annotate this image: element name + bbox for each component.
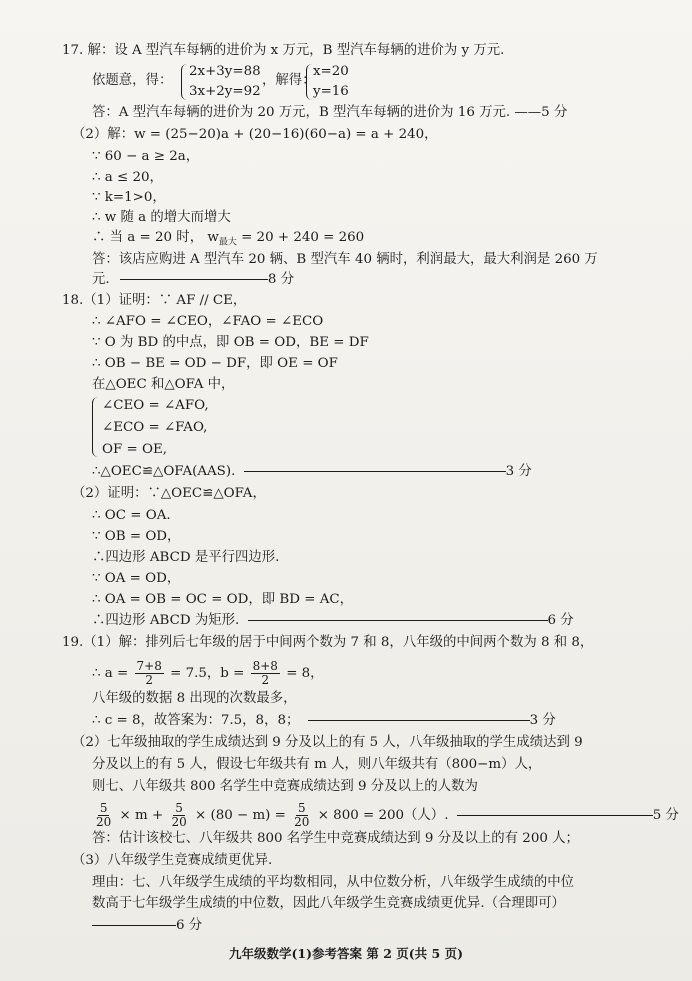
q18-rectangle-text: ∴四边形 ABCD 为矩形. [92,613,240,628]
q17-part2-line: （2）解：w = (25−20)a + (20−16)(60−a) = a + 240， [72,127,438,142]
q17-part2-max [92,229,364,252]
q19-score-3: 6 分 [176,918,203,933]
q17-part2-increase: ∴ w 随 a 的增大而增大 [92,210,231,225]
q19-fraction-e: $\frac{5}{20}$ [294,801,310,829]
q17-equation-2: 3x+2y=92 [189,84,261,99]
q18-score-1: 3 分 [505,464,532,479]
q19-reason-2: 数高于七年级学生成绩的中位数，因此八年级学生竞赛成绩更优异.（合理即可） [92,896,565,911]
q18-congruent-text: ∴△OEC≌△OFA(AAS). [92,464,236,479]
q19-b-label: = 7.5，b = [170,666,245,681]
q18-condition-1: ∠CEO = ∠AFO, [102,398,209,413]
score-rule [248,620,548,621]
q19-mode: 八年级的数据 8 出现的次数最多， [92,691,297,706]
q19-part2-calc [92,802,679,829]
q18-condition-3: OF = OE, [102,442,168,457]
q17-line-1: 17. 解：设 A 型汽车每辆的进价为 x 万元，B 型汽车每辆的进价为 y 万元. [62,43,505,58]
q17-answer-1: 答：A 型汽车每辆的进价为 20 万元，B 型汽车每辆的进价为 16 万元. ——5 分 [92,105,568,120]
q17-max-subscript: 最大 [218,237,237,248]
q19-answer-2: 答：估计该校七、八年级共 800 名学生中竞赛成绩达到 9 分及以上的有 200 人； [92,831,579,846]
q19-part2-3: 则七、八年级共 800 名学生中竞赛成绩达到 9 分及以上的人数为 [92,779,478,794]
q17-line-2-intro: 依题意，得： [92,73,173,88]
q18-oa-od: ∵ OA = OD， [92,571,181,586]
page-footer: 九年级数学(1)参考答案 第 2 页(共 5 页) [228,946,463,961]
q18-condition-2: ∠ECO = ∠FAO, [102,420,208,435]
score-rule [244,471,506,472]
q17-system-brace [181,64,188,100]
q19-calc-part-2: × (80 − m) = [195,808,286,823]
q19-answer-1-text: ∴ c = 8，故答案为：7.5，8，8； [92,713,300,728]
q19-medians [92,660,324,687]
q18-all-equal: ∴ OA = OB = OC = OD，即 BD = AC， [92,592,354,607]
q19-answer-1 [92,712,556,730]
q18-in-triangles: 在△OEC 和△OFA 中， [92,377,235,392]
q18-part2: （2）证明：∵△OEC≌△OFA， [72,486,266,501]
q18-line-1: 18.（1）证明：∵ AF // CE， [62,293,247,308]
q18-condition-brace [92,397,99,457]
q19-calc-part-3: × 800 = 200（人）. [317,808,449,823]
score-rule [457,815,653,816]
q17-yuan: 元. [92,272,110,287]
q19-reason-1: 理由：七、八年级学生成绩的平均数相同，从中位数分析，八年级学生成绩的中位 [92,875,575,890]
q17-answer-2-end [92,271,294,289]
q19-line-1: 19.（1）解：排列后七年级的居于中间两个数为 7 和 8，八年级的中间两个数为 8 和 8， [62,635,594,650]
q19-score-2: 5 分 [652,808,679,823]
q18-oc-oa: ∴ OC = OA. [92,508,171,523]
q19-part2-2: 分及以上的有 5 人，假设七年级共有 m 人，则八年级共有（800−m）人， [92,757,542,772]
q17-solve-label: ，解得： [262,73,316,88]
q17-max-value: = 20 + 240 = 260 [236,230,365,245]
q18-congruent [92,463,532,481]
q17-solution-1: x=20 [313,64,349,79]
q17-answer-2: 答：该店应购进 A 型汽车 20 辆、B 型汽车 40 辆时，利润最大，最大利润是 260 万 [92,252,598,267]
score-rule [120,279,268,280]
q18-rectangle [92,612,574,630]
q19-a-label: ∴ a = [92,666,129,681]
q19-calc-part-1: × m + [119,808,164,823]
q18-score-2: 6 分 [547,613,574,628]
q19-score-1: 3 分 [529,713,556,728]
q17-max-prefix: ∴ 当 a = 20 时， w [92,230,219,245]
q19-fraction-a: $\frac{7+8}{2}$ [136,659,162,687]
q17-part2-a-range: ∴ a ≤ 20， [92,170,163,185]
q17-equation-1: 2x+3y=88 [189,64,261,79]
q19-part2-1: （2）七年级抽取的学生成绩达到 9 分及以上的有 5 人，八年级抽取的学生成绩达到 9 [72,735,583,750]
q19-part3: （3）八年级学生竞赛成绩更优异. [72,853,273,868]
q19-b-value: = 8， [286,666,324,681]
q18-angles: ∴ ∠AFO = ∠CEO，∠FAO = ∠ECO [92,314,324,329]
q17-solution-2: y=16 [313,84,349,99]
q19-fraction-b: $\frac{8+8}{2}$ [252,659,278,687]
q18-midpoint: ∵ O 为 BD 的中点，即 OB = OD，BE = DF [92,335,369,350]
q17-solution-brace [306,64,313,100]
score-rule [308,720,530,721]
q17-score: 8 分 [267,272,295,287]
score-rule [92,925,176,926]
q18-parallelogram: ∴四边形 ABCD 是平行四边形. [92,550,280,565]
q19-score-3-line [92,917,202,935]
q18-oe-of: ∴ OB − BE = OD − DF，即 OE = OF [92,356,338,371]
q18-ob-od: ∵ OB = OD， [92,529,181,544]
q17-part2-ineq: ∵ 60 − a ≥ 2a， [92,149,200,164]
q17-part2-k: ∵ k=1>0， [92,190,166,205]
q19-fraction-d: $\frac{5}{20}$ [171,801,187,829]
q19-fraction-c: $\frac{5}{20}$ [96,801,112,829]
